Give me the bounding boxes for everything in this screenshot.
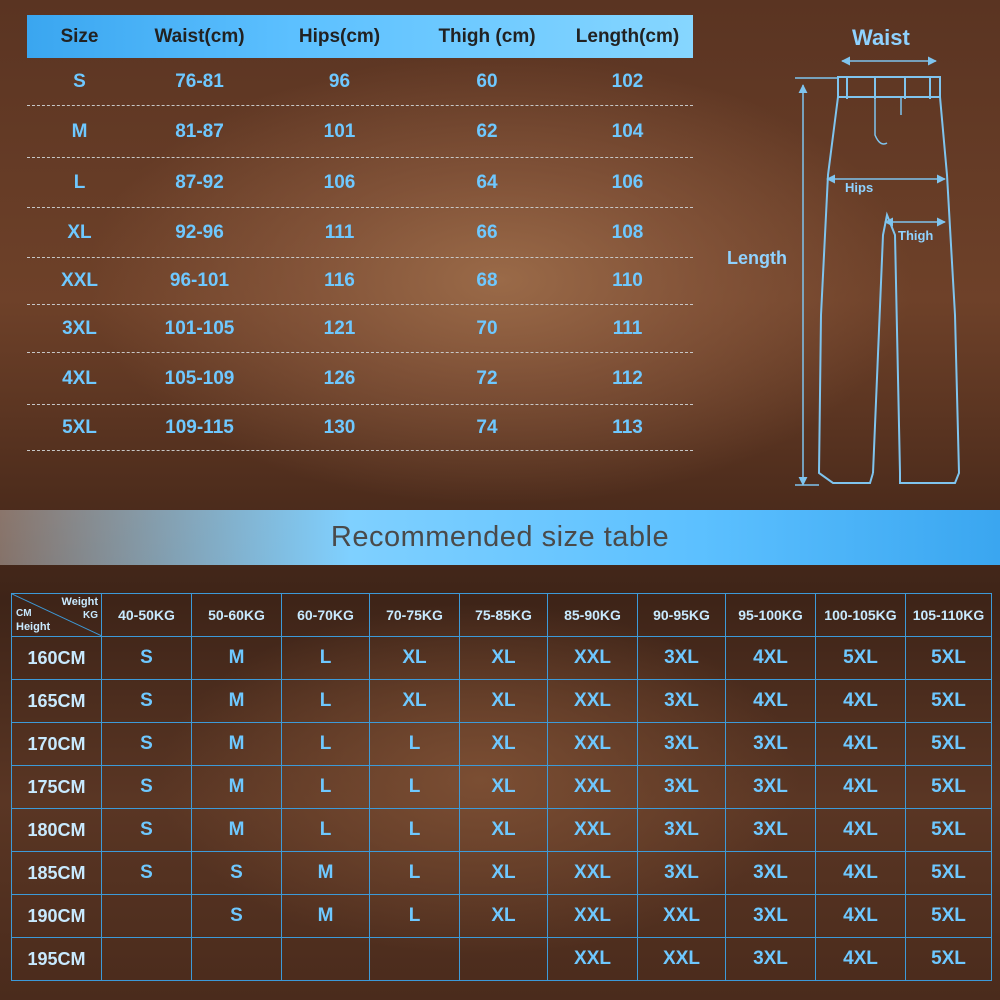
size-label: XL	[67, 221, 92, 243]
recommended-size-cell: 3XL	[726, 809, 816, 852]
height-label: 190CM	[12, 895, 102, 938]
weight-column-header: 85-90KG	[548, 594, 638, 637]
height-row	[12, 809, 992, 852]
recommended-size-cell: M	[192, 766, 282, 809]
size-label: S	[73, 70, 86, 92]
recommended-size-cell	[192, 938, 282, 981]
size-value: 81-87	[175, 120, 224, 142]
recommended-size-cell: M	[192, 809, 282, 852]
size-value: 102	[611, 70, 644, 92]
recommended-size-cell: L	[370, 766, 460, 809]
waist-label: Waist	[852, 25, 910, 50]
recommended-size-cell: 3XL	[726, 723, 816, 766]
size-value: 96	[328, 70, 351, 92]
recommended-banner	[0, 510, 1000, 565]
recommended-size-cell: S	[102, 723, 192, 766]
recommended-size-cell: M	[192, 680, 282, 723]
size-value: 116	[324, 270, 355, 291]
size-value: 130	[323, 416, 356, 438]
recommended-size-cell: 5XL	[906, 852, 992, 895]
height-row	[12, 680, 992, 723]
corner-weight: Weight	[61, 596, 98, 608]
size-value: 109-115	[165, 416, 234, 438]
length-label: Length	[727, 248, 787, 268]
recommended-size-cell: XXL	[548, 637, 638, 680]
header-hips: Hips(cm)	[298, 25, 381, 47]
recommended-size-cell: XL	[370, 680, 460, 723]
recommended-size-cell	[102, 895, 192, 938]
recommended-size-cell: XXL	[548, 723, 638, 766]
corner-height: Height	[16, 621, 51, 633]
size-value: 101	[323, 120, 356, 142]
pants-measurement-diagram	[715, 15, 1000, 495]
weight-column-header: 100-105KG	[816, 594, 906, 637]
recommended-size-cell: S	[102, 852, 192, 895]
size-value: 106	[323, 171, 356, 193]
weight-column-header: 90-95KG	[638, 594, 726, 637]
recommended-size-cell: 3XL	[726, 938, 816, 981]
size-value: 87-92	[175, 171, 224, 193]
size-value: 121	[323, 317, 356, 339]
size-value: 112	[612, 367, 643, 389]
recommended-size-cell: L	[282, 680, 370, 723]
recommended-size-cell: XL	[460, 766, 548, 809]
header-thigh: Thigh (cm)	[438, 25, 536, 47]
recommended-size-cell: 4XL	[726, 680, 816, 723]
recommended-size-cell: 5XL	[906, 680, 992, 723]
header-waist: Waist(cm)	[154, 25, 245, 47]
recommended-size-cell: 3XL	[638, 852, 726, 895]
height-row	[12, 766, 992, 809]
size-row	[27, 258, 693, 305]
recommended-size-cell: 4XL	[816, 938, 906, 981]
size-chart-header	[27, 15, 693, 58]
height-row	[12, 938, 992, 981]
recommended-size-cell: 3XL	[726, 852, 816, 895]
height-label: 195CM	[12, 938, 102, 981]
corner-kg: KG	[83, 610, 98, 621]
recommended-size-cell: M	[282, 895, 370, 938]
recommended-size-cell: 3XL	[726, 895, 816, 938]
recommended-size-cell: XL	[460, 852, 548, 895]
header-length: Length(cm)	[575, 25, 680, 47]
size-value: 70	[476, 317, 498, 339]
size-value: 108	[611, 221, 644, 243]
recommended-size-cell	[460, 938, 548, 981]
thigh-label: Thigh	[898, 228, 934, 243]
recommended-size-cell: 5XL	[816, 637, 906, 680]
recommended-size-cell: 5XL	[906, 766, 992, 809]
recommended-size-cell: XXL	[548, 852, 638, 895]
recommended-size-cell: 3XL	[726, 766, 816, 809]
banner-title: Recommended size table	[330, 521, 670, 553]
recommended-size-cell: XL	[460, 680, 548, 723]
recommended-size-cell: XL	[460, 637, 548, 680]
size-value: 60	[476, 70, 498, 92]
recommended-size-cell: XXL	[548, 766, 638, 809]
size-label: 5XL	[62, 416, 97, 438]
recommended-size-cell: 3XL	[638, 680, 726, 723]
weight-column-header: 75-85KG	[460, 594, 548, 637]
recommended-size-cell: 5XL	[906, 637, 992, 680]
recommended-size-cell: L	[282, 766, 370, 809]
recommended-size-cell: S	[192, 895, 282, 938]
recommended-size-cell: S	[102, 809, 192, 852]
recommended-size-cell: XL	[460, 895, 548, 938]
recommended-size-cell: L	[282, 723, 370, 766]
size-chart-table	[27, 15, 693, 451]
size-row	[27, 353, 693, 405]
size-value: 126	[323, 367, 356, 389]
weight-column-header: 105-110KG	[906, 594, 992, 637]
recommended-size-cell: XL	[460, 723, 548, 766]
recommended-size-cell: 3XL	[638, 637, 726, 680]
recommended-size-cell: 4XL	[816, 852, 906, 895]
size-label: L	[73, 171, 86, 193]
height-label: 180CM	[12, 809, 102, 852]
recommended-size-cell: L	[282, 809, 370, 852]
recommended-size-cell: 4XL	[816, 895, 906, 938]
weight-column-header: 60-70KG	[282, 594, 370, 637]
corner-cm: CM	[16, 608, 32, 619]
recommended-size-cell: 4XL	[816, 723, 906, 766]
recommended-size-cell: XL	[370, 637, 460, 680]
size-value: 92-96	[175, 221, 224, 243]
size-label: M	[71, 120, 88, 142]
size-label: XXL	[61, 270, 98, 291]
height-row	[12, 852, 992, 895]
height-row	[12, 723, 992, 766]
size-value: 76-81	[175, 70, 224, 92]
recommended-size-cell: S	[102, 637, 192, 680]
size-value: 101-105	[164, 317, 235, 339]
size-value: 106	[611, 171, 644, 193]
recommended-size-cell: M	[282, 852, 370, 895]
size-row	[27, 58, 693, 106]
recommended-size-cell	[102, 938, 192, 981]
size-value: 105-109	[164, 367, 235, 389]
recommended-size-cell	[282, 938, 370, 981]
size-value: 111	[612, 317, 643, 339]
size-row	[27, 208, 693, 258]
size-row	[27, 106, 693, 158]
size-value: 96-101	[169, 270, 230, 291]
size-chart-body	[27, 58, 693, 451]
recommended-size-cell: 5XL	[906, 723, 992, 766]
size-value: 62	[476, 120, 498, 142]
size-value: 64	[476, 171, 498, 193]
height-label: 175CM	[12, 766, 102, 809]
weight-column-header: 50-60KG	[192, 594, 282, 637]
recommended-size-cell: 5XL	[906, 938, 992, 981]
recommended-size-cell: S	[102, 766, 192, 809]
size-row	[27, 158, 693, 208]
recommended-size-cell: 4XL	[816, 766, 906, 809]
recommended-size-cell: M	[192, 723, 282, 766]
recommended-size-cell: 3XL	[638, 723, 726, 766]
recommended-size-cell: XXL	[548, 895, 638, 938]
height-label: 165CM	[12, 680, 102, 723]
recommended-size-cell: L	[370, 895, 460, 938]
recommended-size-cell: 4XL	[816, 680, 906, 723]
recommended-size-cell: XL	[460, 809, 548, 852]
weight-column-header: 70-75KG	[370, 594, 460, 637]
height-label: 185CM	[12, 852, 102, 895]
weight-column-header: 40-50KG	[102, 594, 192, 637]
hips-label: Hips	[845, 180, 874, 195]
weight-column-header: 95-100KG	[726, 594, 816, 637]
recommended-size-cell: 5XL	[906, 895, 992, 938]
recommended-size-cell: L	[370, 809, 460, 852]
height-label: 160CM	[12, 637, 102, 680]
size-label: 3XL	[62, 317, 97, 339]
recommended-size-cell: XXL	[548, 809, 638, 852]
weight-header-row	[12, 594, 992, 637]
size-value: 110	[612, 270, 643, 291]
height-label: 170CM	[12, 723, 102, 766]
recommended-size-cell: 4XL	[726, 637, 816, 680]
recommended-size-cell: 4XL	[816, 809, 906, 852]
height-row	[12, 895, 992, 938]
size-value: 72	[476, 367, 498, 389]
recommended-size-cell: XXL	[638, 938, 726, 981]
recommended-table-body	[12, 594, 992, 981]
recommended-size-cell: S	[192, 852, 282, 895]
size-value: 111	[324, 221, 355, 243]
size-row	[27, 405, 693, 451]
size-value: 74	[476, 416, 498, 438]
recommended-size-cell: S	[102, 680, 192, 723]
size-value: 104	[611, 120, 644, 142]
size-value: 113	[612, 416, 643, 438]
table-corner-cell	[12, 594, 102, 637]
recommended-size-cell: XXL	[548, 680, 638, 723]
recommended-size-cell: L	[370, 723, 460, 766]
recommended-size-cell: L	[282, 637, 370, 680]
recommended-size-table	[11, 593, 992, 981]
recommended-size-cell: 3XL	[638, 766, 726, 809]
size-label: 4XL	[62, 367, 97, 389]
recommended-size-cell	[370, 938, 460, 981]
recommended-size-cell: 5XL	[906, 809, 992, 852]
height-row	[12, 637, 992, 680]
recommended-size-cell: XXL	[548, 938, 638, 981]
size-value: 66	[476, 221, 498, 243]
recommended-size-cell: L	[370, 852, 460, 895]
size-row	[27, 305, 693, 353]
recommended-size-cell: 3XL	[638, 809, 726, 852]
size-value: 68	[476, 270, 498, 291]
recommended-size-cell: XXL	[638, 895, 726, 938]
header-size: Size	[60, 25, 99, 47]
recommended-size-cell: M	[192, 637, 282, 680]
